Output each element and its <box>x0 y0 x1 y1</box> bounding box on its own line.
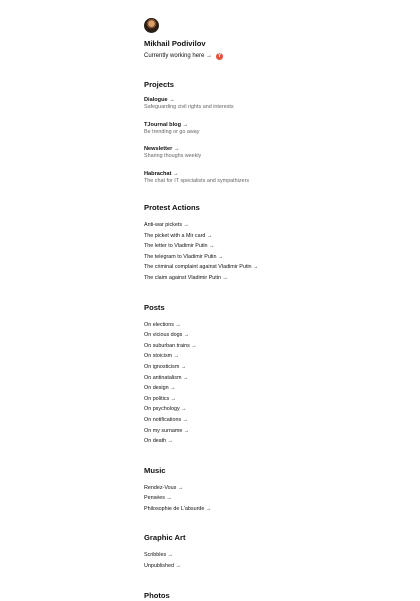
project-description: Sharing thoughs weekly <box>144 153 202 159</box>
project-link-dialogue[interactable]: Dialogue → <box>144 97 175 103</box>
post-link[interactable]: On vicious dogs → <box>144 332 190 339</box>
project-description: Safeguarding civil rights and interests <box>144 104 234 110</box>
protest-link[interactable]: The letter to Vladimir Putin → <box>144 243 215 250</box>
post-link[interactable]: On notifications → <box>144 416 189 423</box>
list-item <box>144 220 404 231</box>
list-item <box>144 504 404 515</box>
list-item <box>144 351 404 362</box>
list-item <box>144 394 404 405</box>
post-link[interactable]: On stoicism → <box>144 353 180 360</box>
main-content <box>144 18 404 601</box>
posts-heading: Posts <box>144 302 165 312</box>
graphic-art-section <box>144 533 404 571</box>
list-item <box>144 493 404 504</box>
photos-section <box>144 591 404 601</box>
art-link[interactable]: Unpublished → <box>144 563 181 570</box>
list-item <box>144 231 404 242</box>
current-work-link[interactable]: Currently working here → <box>144 53 213 59</box>
music-link[interactable]: Pensées → <box>144 495 172 502</box>
protest-link[interactable]: Anti-war pickets → <box>144 222 189 228</box>
project-description: The chat for IT specialists and sympathizers <box>144 177 250 184</box>
projects-list <box>144 96 404 185</box>
protest-link[interactable]: The telegram to Vladimir Putin → <box>144 253 224 260</box>
post-link[interactable]: On elections → <box>144 321 181 328</box>
post-link[interactable]: On my surname → <box>144 427 190 434</box>
protest-list <box>144 220 404 284</box>
list-item <box>144 550 404 561</box>
list-item <box>144 436 404 447</box>
protest-section <box>144 203 404 284</box>
projects-section <box>144 80 404 185</box>
protest-link[interactable]: The criminal complaint against Vladimir Putin → <box>144 264 259 271</box>
list-item <box>144 426 404 437</box>
project-description: Be trending or go away <box>144 128 200 135</box>
list-item <box>144 252 404 263</box>
art-link[interactable]: Scribbles → <box>144 552 174 559</box>
projects-heading: Projects <box>144 80 174 89</box>
posts-section <box>144 303 404 447</box>
protest-heading: Protest Actions <box>144 203 200 212</box>
project-link-habrachat[interactable]: Habrachat → <box>144 170 179 177</box>
post-link[interactable]: On death → <box>144 438 174 445</box>
protest-link[interactable]: The claim against Vladimir Putin → <box>144 274 228 281</box>
list-item <box>144 483 404 494</box>
post-link[interactable]: On ignosticism → <box>144 363 187 370</box>
list-item <box>144 561 404 572</box>
profile-name: Mikhail Podivilov <box>144 39 206 48</box>
list-item <box>144 320 404 331</box>
list-item <box>144 262 404 273</box>
music-heading: Music <box>144 465 166 475</box>
profile-tagline <box>144 52 404 61</box>
project-link-newsletter[interactable]: Newsletter → <box>144 146 180 152</box>
project-item <box>144 121 404 137</box>
music-section <box>144 466 404 515</box>
list-item <box>144 241 404 252</box>
photos-heading: Photos <box>144 590 170 600</box>
list-item <box>144 362 404 373</box>
post-link[interactable]: On design → <box>144 385 176 392</box>
graphic-art-list <box>144 550 404 571</box>
project-item <box>144 145 404 161</box>
list-item <box>144 341 404 352</box>
list-item <box>144 273 404 284</box>
post-link[interactable]: On politics → <box>144 395 177 402</box>
project-item <box>144 96 404 112</box>
music-link[interactable]: Rendez-Vous → <box>144 484 184 491</box>
music-link[interactable]: Philosophie de L'absurde → <box>144 505 212 512</box>
list-item <box>144 373 404 384</box>
list-item <box>144 383 404 394</box>
graphic-art-heading: Graphic Art <box>144 533 186 543</box>
post-link[interactable]: On suburban trains → <box>144 342 197 349</box>
list-item <box>144 415 404 426</box>
avatar <box>144 18 159 33</box>
protest-link[interactable]: The picket with a Mir card → <box>144 232 213 239</box>
posts-list <box>144 320 404 447</box>
project-item <box>144 170 404 186</box>
company-logo-icon[interactable]: Y <box>217 53 222 59</box>
list-item <box>144 404 404 415</box>
list-item <box>144 330 404 341</box>
project-link-tjournal[interactable]: TJournal blog → <box>144 121 189 128</box>
music-list <box>144 483 404 515</box>
post-link[interactable]: On psychology → <box>144 406 187 413</box>
post-link[interactable]: On antinatalism → <box>144 374 189 381</box>
